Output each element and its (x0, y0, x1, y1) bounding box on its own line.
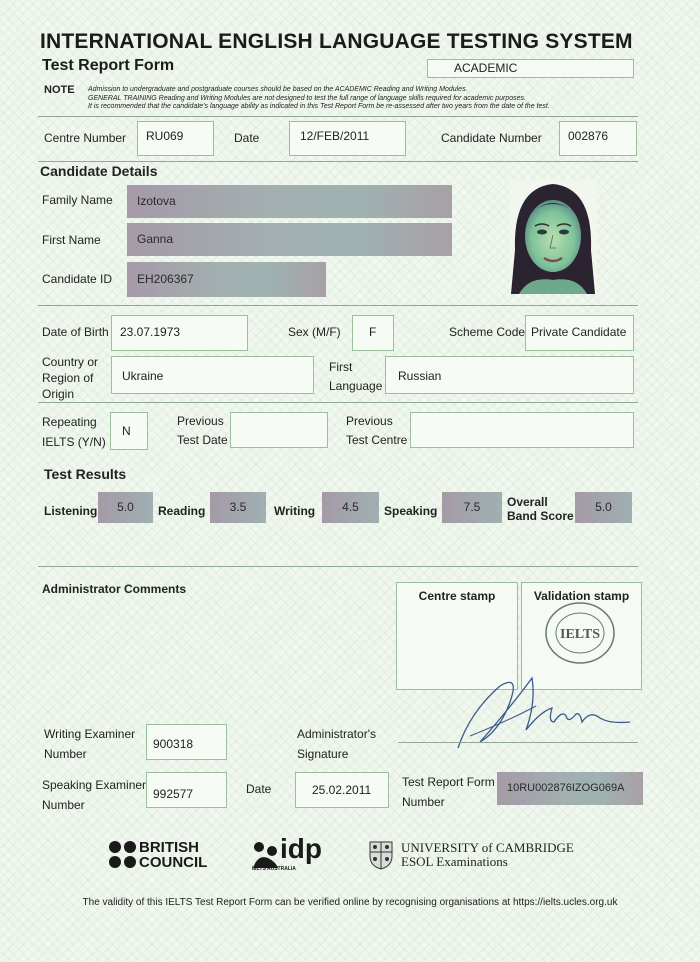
country-label: Country or Region of Origin (42, 355, 99, 401)
module-field: ACADEMIC (427, 59, 634, 78)
scheme-code-label: Scheme Code (449, 325, 526, 339)
note-line: Admission to undergraduate and postgraduate courses should be based on the ACADEMIC Reading and Writing Modules. (88, 86, 468, 93)
speaking-score: 7.5 (442, 492, 502, 523)
validation-seal (543, 600, 617, 666)
speaking-examiner-field: 992577 (146, 772, 227, 808)
listening-label: Listening (44, 504, 98, 518)
administrator-comments-heading: Administrator Comments (42, 582, 187, 596)
administrator-signature-label: Administrator's Signature (297, 727, 376, 761)
divider (38, 566, 638, 567)
date-issued-field: 25.02.2011 (295, 772, 389, 808)
note-text (88, 86, 648, 112)
previous-test-centre-label: Previous Test Centre (346, 414, 408, 447)
centre-number-field: RU069 (137, 121, 214, 156)
first-language-field: Russian (385, 356, 634, 394)
footer-validity-text: The validity of this IELTS Test Report Form can be verified online by recognising organisations at https://ielts.ucles.org.uk (82, 897, 618, 908)
previous-test-date-label: Previous Test Date (177, 414, 228, 447)
validation-stamp-label: Validation stamp (533, 589, 630, 603)
sex-field: F (352, 315, 394, 351)
first-name-field: Ganna (127, 223, 452, 256)
family-name-field: Izotova (127, 185, 452, 218)
divider (38, 305, 638, 306)
form-title: INTERNATIONAL ENGLISH LANGUAGE TESTING SYSTEM (40, 30, 633, 53)
reading-label: Reading (158, 504, 206, 518)
writing-examiner-field: 900318 (146, 724, 227, 760)
idp-sub-logo: IELTS AUSTRALIA (252, 866, 296, 872)
british-council-dots-icon (108, 840, 138, 870)
seal-text: IELTS (560, 627, 600, 642)
speaking-examiner-label: Speaking Examiner Number (42, 778, 147, 812)
candidate-id-label: Candidate ID (42, 272, 113, 286)
idp-logo: idp (280, 833, 322, 864)
previous-test-centre-field (410, 412, 634, 448)
date-field: 12/FEB/2011 (289, 121, 406, 156)
form-subtitle: Test Report Form (42, 57, 175, 74)
date-issued-label: Date (246, 782, 272, 796)
country-field: Ukraine (111, 356, 314, 394)
candidate-number-label: Candidate Number (441, 131, 542, 145)
previous-test-date-field (230, 412, 328, 448)
family-name-label: Family Name (42, 193, 113, 207)
overall-band-score: 5.0 (575, 492, 632, 523)
candidate-details-heading: Candidate Details (40, 163, 158, 179)
dob-field: 23.07.1973 (111, 315, 248, 351)
sex-label: Sex (M/F) (288, 325, 341, 339)
divider (38, 116, 638, 117)
cambridge-crest-icon (368, 840, 394, 870)
trf-number-label: Test Report Form Number (402, 775, 495, 809)
cambridge-logo: UNIVERSITY of CAMBRIDGE ESOL Examinations (401, 840, 574, 869)
date-label: Date (234, 131, 260, 145)
scheme-code-field: Private Candidate (525, 315, 634, 351)
note-line: GENERAL TRAINING Reading and Writing Modules are not designed to test the full range of language skills required for academic purposes. (88, 94, 526, 102)
writing-score: 4.5 (322, 492, 379, 523)
candidate-photo (509, 180, 597, 294)
test-results-heading: Test Results (44, 466, 127, 482)
signature-line (398, 742, 638, 743)
centre-stamp-label: Centre stamp (418, 589, 496, 603)
first-language-label: First Language (329, 360, 383, 393)
trf-number-field: 10RU002876IZOG069A (497, 772, 643, 805)
british-council-logo: BRITISH COUNCIL (139, 839, 208, 871)
note-line: It is recommended that the candidate's language ability as indicated in this Test Report Form be re-assessed after two years from the date of the test. (88, 103, 550, 110)
listening-score: 5.0 (98, 492, 153, 523)
divider (38, 161, 638, 162)
candidate-id-field: EH206367 (127, 262, 326, 297)
overall-band-label: Overall Band Score (507, 495, 574, 523)
repeating-label: Repeating IELTS (Y/N) (42, 415, 106, 449)
writing-label: Writing (274, 504, 316, 518)
repeating-field: N (110, 412, 148, 450)
reading-score: 3.5 (210, 492, 266, 523)
writing-examiner-label: Writing Examiner Number (44, 727, 136, 761)
dob-label: Date of Birth (42, 325, 109, 339)
speaking-label: Speaking (384, 504, 438, 518)
note-label: NOTE (44, 84, 75, 96)
centre-number-label: Centre Number (44, 131, 127, 145)
first-name-label: First Name (42, 233, 101, 247)
candidate-number-field: 002876 (559, 121, 637, 156)
divider (38, 402, 638, 403)
